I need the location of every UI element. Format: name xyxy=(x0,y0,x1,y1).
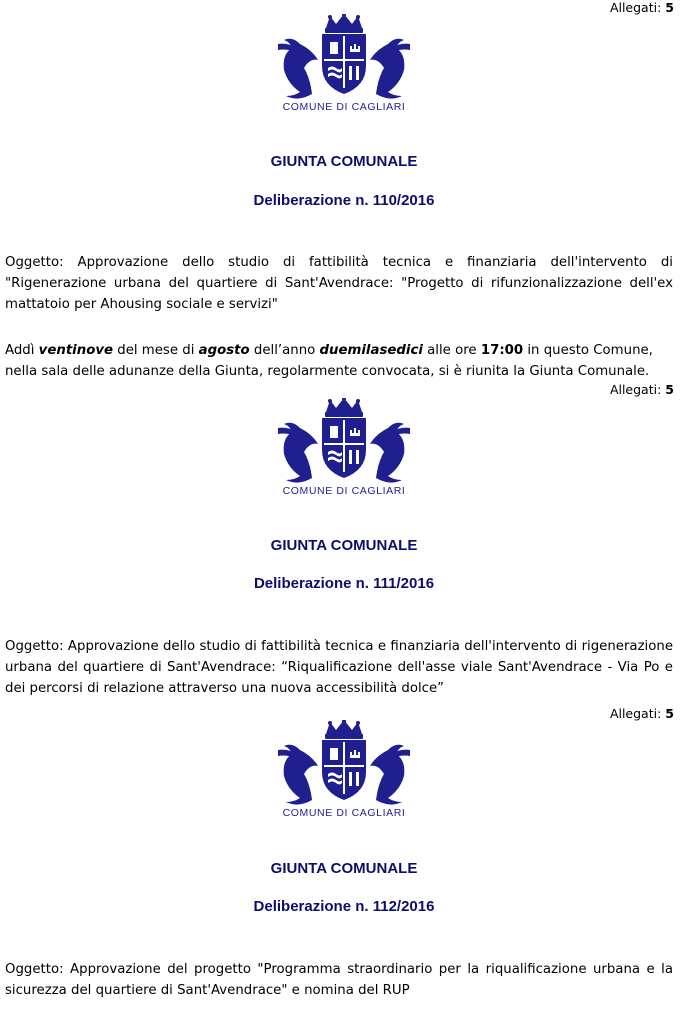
oggetto-3: Oggetto: Approvazione del progetto "Programma straordinario per la riqualificazione urbana e la sicurezza del quartiere di Sant'Avendrace" e nomina del RUP xyxy=(5,962,673,998)
comune-di-cagliari-seal xyxy=(270,720,418,820)
deliberazione-number-1: Deliberazione n. 110/2016 xyxy=(253,192,435,209)
comune-di-cagliari-seal xyxy=(270,14,418,114)
seal-icon xyxy=(270,720,418,820)
comune-di-cagliari-seal xyxy=(270,398,418,498)
giunta-comunale-heading-1: GIUNTA COMUNALE xyxy=(270,153,418,170)
deliberazione-number-3: Deliberazione n. 112/2016 xyxy=(253,898,435,915)
oggetto-1: Oggetto: Approvazione dello studio di fattibilità tecnica e finanziaria dell'intervento di "Rigenerazione urbana del quartiere di Sant'Avendrace: "Progetto di rifunzionalizzazione dell'ex mattatoio per Ahousing sociale e servizi" xyxy=(5,255,673,312)
seal-icon xyxy=(270,14,418,114)
allegati-2: Allegati: 5 xyxy=(609,382,674,397)
allegati-3: Allegati: 5 xyxy=(609,706,674,721)
deliberazione-number-2: Deliberazione n. 111/2016 xyxy=(253,575,435,592)
svg-text:COMUNE DI CAGLIARI: COMUNE DI CAGLIARI xyxy=(282,807,406,819)
svg-text:COMUNE DI CAGLIARI: COMUNE DI CAGLIARI xyxy=(282,101,406,113)
giunta-comunale-heading-3: GIUNTA COMUNALE xyxy=(270,860,418,877)
oggetto-2: Oggetto: Approvazione dello studio di fattibilità tecnica e finanziaria dell'intervento di rigenerazione urbana del quartiere di Sant'Avendrace: “Riqualificazione dell'asse viale Sant'Avendrace - Via Po e dei percorsi di relazione attraverso una nuova accessibilità dolce” xyxy=(5,639,673,696)
seal-icon xyxy=(270,398,418,498)
allegati-1: Allegati: 5 xyxy=(609,0,674,15)
svg-text:COMUNE DI CAGLIARI: COMUNE DI CAGLIARI xyxy=(282,485,406,497)
giunta-comunale-heading-2: GIUNTA COMUNALE xyxy=(270,537,418,554)
addi-paragraph: Addì ventinove del mese di agosto dell’anno duemilasedici alle ore 17:00 in questo Comune, nella sala delle adunanze della Giunta, regolarmente convocata, si è riunita la Giunta Comunale. xyxy=(5,343,653,379)
